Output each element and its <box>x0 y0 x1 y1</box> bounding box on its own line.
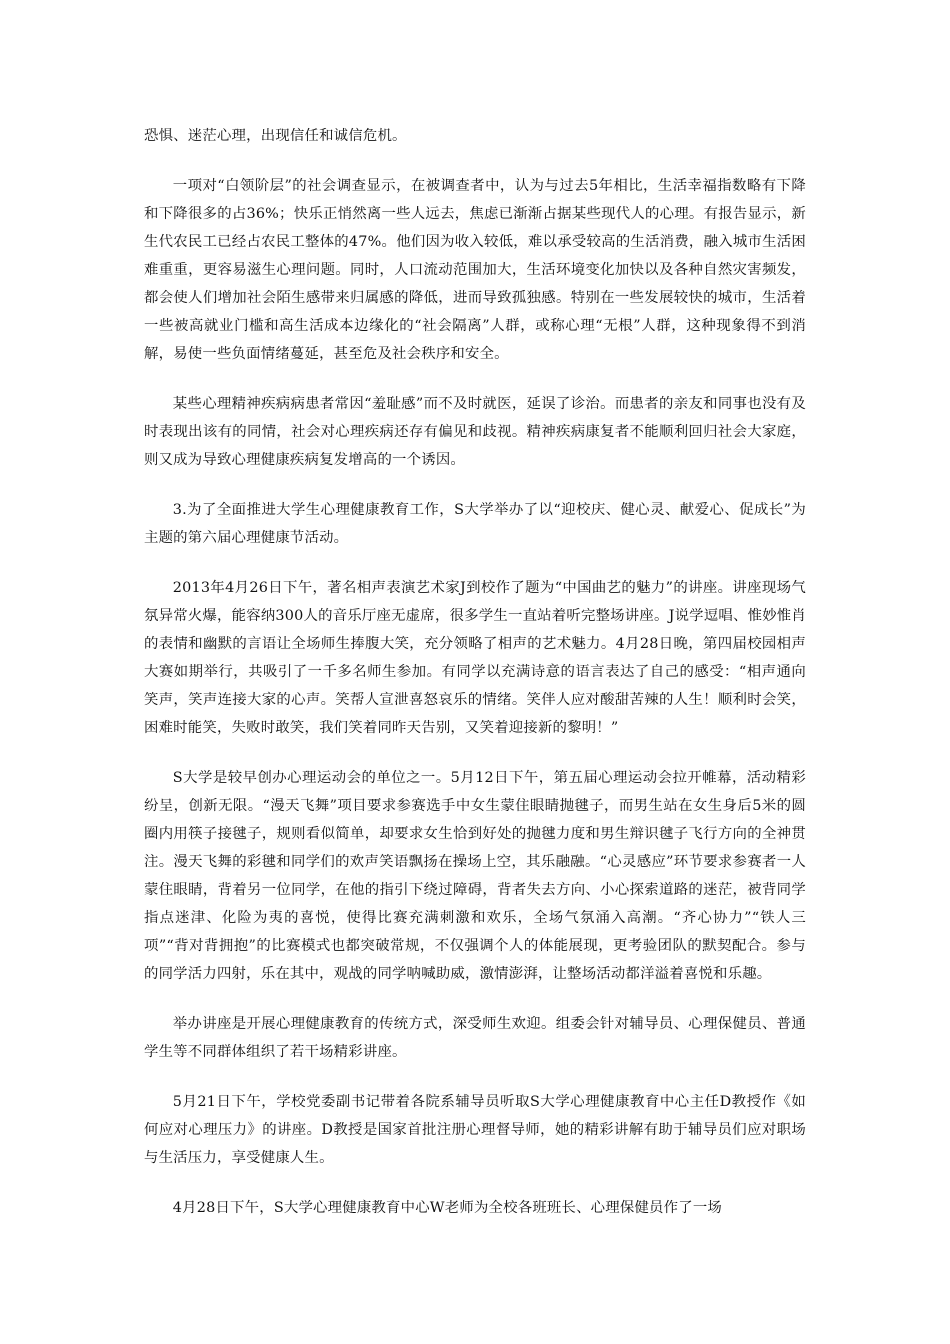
paragraph-white-collar-survey: 一项对“白领阶层”的社会调查显示，在被调查者中，认为与过去5年相比，生活幸福指数略有下降和下降很多的占36%；快乐正悄然离一些人远去，焦虑已渐渐占据某些现代人的心理。有报告显示，新生代农民工已经占农民工整体的47%。他们因为收入较低，难以承受较高的生活消费，融入城市生活困难重重，更容易滋生心理问题。同时，人口流动范围加大，生活环境变化加快以及各种自然灾害频发，都会使人们增加社会陌生感带来归属感的降低，进而导致孤独感。特别在一些发展较快的城市，生活着一些被高就业门槛和高生活成本边缘化的“社会隔离”人群，或称心理“无根”人群，这种现象得不到消解，易使一些负面情绪蔓延，甚至危及社会秩序和安全。 <box>144 178 806 362</box>
paragraph-april-28-lecture: 4月28日下午，S大学心理健康教育中心W老师为全校各班班长、心理保健员作了一场 <box>172 1200 722 1216</box>
paragraph-mental-illness-stigma: 某些心理精神疾病病患者常因“羞耻感”而不及时就医，延误了诊治。而患者的亲友和同事也没有及时表现出该有的同情，社会对心理疾病还存有偏见和歧视。精神疾病康复者不能顺利回归社会大家庭，则又成为导致心理健康疾病复发增高的一个诱因。 <box>144 396 806 468</box>
document-page <box>144 122 806 1244</box>
paragraph-item-3-intro: 3.为了全面推进大学生心理健康教育工作，S大学举办了以“迎校庆、健心灵、献爱心、促成长”为主题的第六届心理健康节活动。 <box>144 502 806 546</box>
paragraph-crosstalk-lecture: 2013年4月26日下午，著名相声表演艺术家J到校作了题为“中国曲艺的魅力”的讲座。讲座现场气氛异常火爆，能容纳300人的音乐厅座无虚席，很多学生一直站着听完整场讲座。J说学逗唱、惟妙惟肖的表情和幽默的言语让全场师生捧腹大笑，充分领略了相声的艺术魅力。4月28日晚，第四届校园相声大赛如期举行，共吸引了一千多名师生参加。有同学以充满诗意的语言表达了自己的感受：“相声通向笑声，笑声连接大家的心声。笑帮人宣泄喜怒哀乐的情绪。笑伴人应对酸甜苦辣的人生！顺利时会笑，困难时能笑，失败时敢笑，我们笑着同昨天告别，又笑着迎接新的黎明！” <box>144 580 806 736</box>
paragraph-continuation: 恐惧、迷茫心理，出现信任和诚信危机。 <box>144 128 407 144</box>
paragraph-psych-sports-meet: S大学是较早创办心理运动会的单位之一。5月12日下午，第五届心理运动会拉开帷幕，活动精彩纷呈，创新无限。“漫天飞舞”项目要求参赛选手中女生蒙住眼睛抛毽子，而男生站在女生身后5米的圆圈内用筷子接毽子，规则看似简单，却要求女生恰到好处的抛毽力度和男生辩识毽子飞行方向的全神贯注。漫天飞舞的彩毽和同学们的欢声笑语飘扬在操场上空，其乐融融。“心灵感应”环节要求参赛者一人蒙住眼睛，背着另一位同学，在他的指引下绕过障碍，背者失去方向、小心探索道路的迷茫，被背同学指点迷津、化险为夷的喜悦，使得比赛充满刺激和欢乐，全场气氛涌入高潮。“齐心协力”“铁人三项”“背对背拥抱”的比赛模式也都突破常规，不仅强调个人的体能展现，更考验团队的默契配合。参与的同学活力四射，乐在其中，观战的同学呐喊助威，激情澎湃，让整场活动都洋溢着喜悦和乐趣。 <box>144 770 806 982</box>
paragraph-lectures: 举办讲座是开展心理健康教育的传统方式，深受师生欢迎。组委会针对辅导员、心理保健员、普通学生等不同群体组织了若干场精彩讲座。 <box>144 1016 806 1060</box>
paragraph-may-21-lecture: 5月21日下午，学校党委副书记带着各院系辅导员听取S大学心理健康教育中心主任D教授作《如何应对心理压力》的讲座。D教授是国家首批注册心理督导师，她的精彩讲解有助于辅导员们应对职场与生活压力，享受健康人生。 <box>144 1094 806 1166</box>
